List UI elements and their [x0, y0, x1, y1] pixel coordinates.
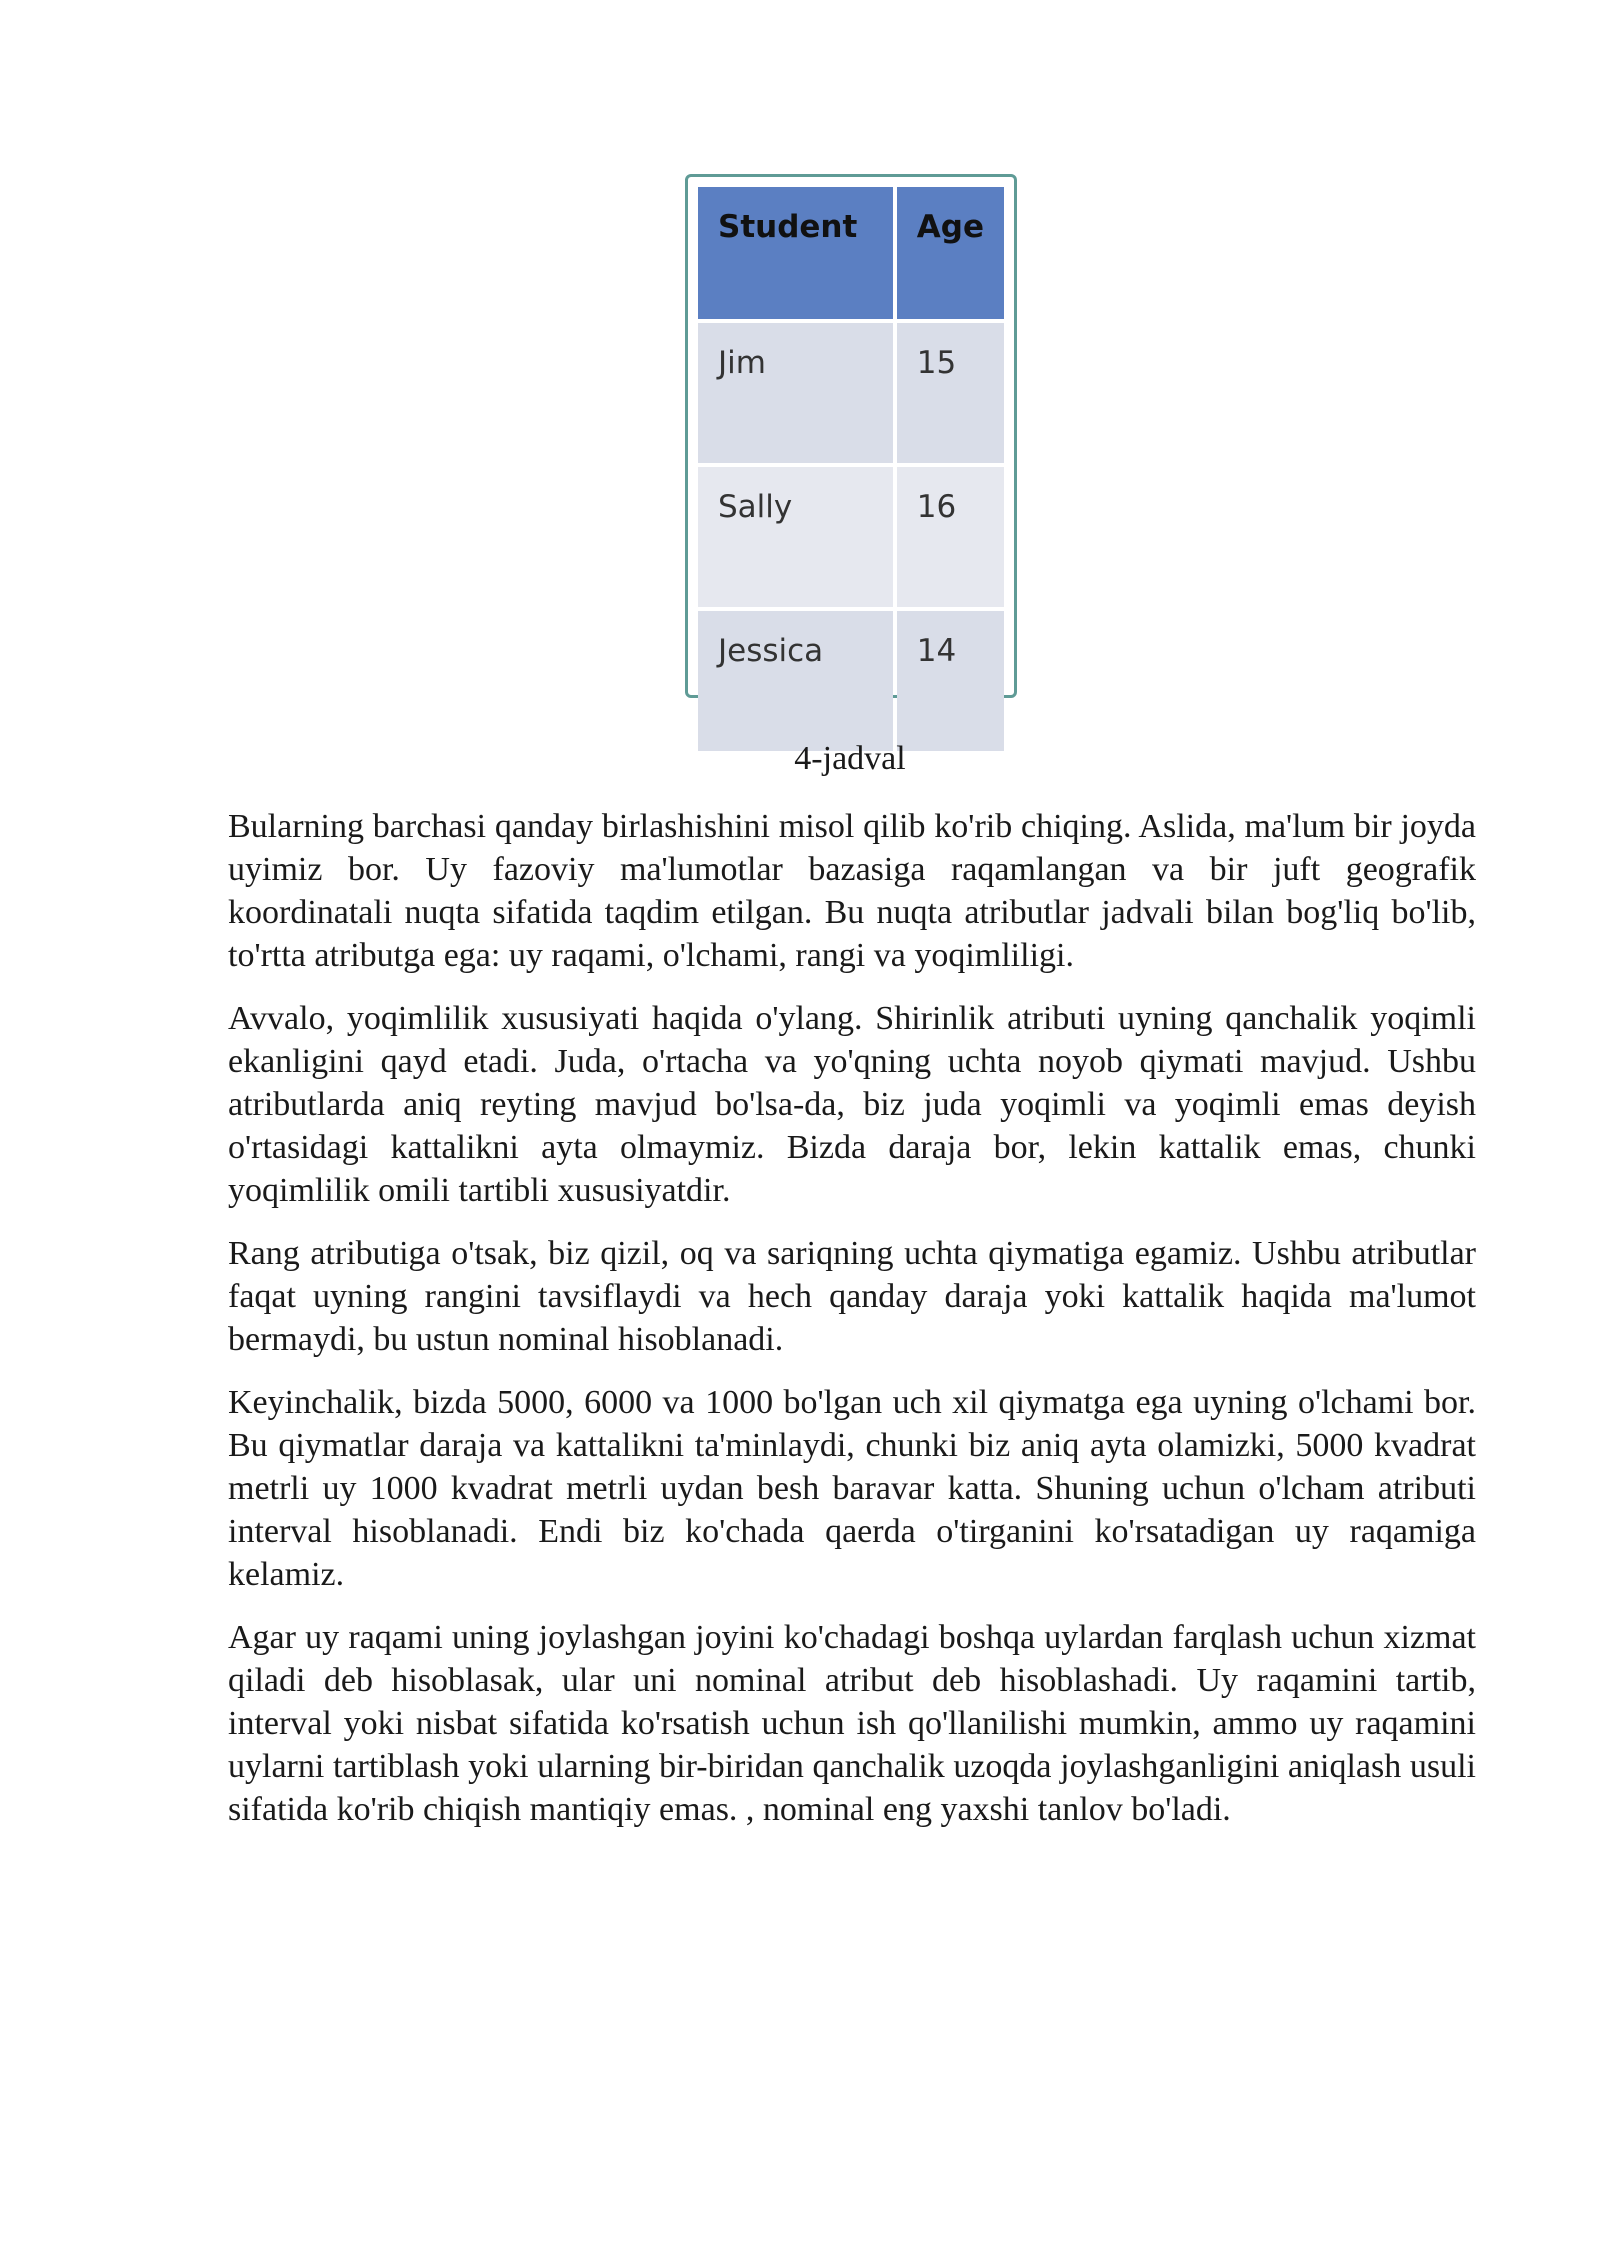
table-cell-age: 14: [897, 611, 1004, 751]
body-text: [228, 805, 1476, 1851]
table-cell-student: Jim: [698, 323, 893, 463]
student-age-table: [694, 183, 1008, 755]
table-cell-age: 15: [897, 323, 1004, 463]
student-age-table-figure: [685, 174, 1017, 698]
paragraph: Agar uy raqami uning joylashgan joyini ko'chadagi boshqa uylardan farqlash uchun xizmat qiladi deb hisoblasak, ular uni nominal atribut deb hisoblashadi. Uy raqamini tartib, interval yoki nisbat sifatida ko'rsatish uchun ish qo'llanilishi mumkin, ammo uy raqamini uylarni tartiblash yoki ularning bir-biridan qanchalik uzoqda joylashganligini aniqlash usuli sifatida ko'rib chiqish mantiqiy emas. , nominal eng yaxshi tanlov bo'ladi.: [228, 1619, 1476, 1828]
table-caption: 4-jadval: [794, 740, 906, 777]
table-header-row: [698, 187, 1004, 319]
table-cell-student: Jessica: [698, 611, 893, 751]
table-cell-age: 16: [897, 467, 1004, 607]
table-header-age: Age: [897, 187, 1004, 319]
table-row: [698, 323, 1004, 463]
paragraph: Bularning barchasi qanday birlashishini misol qilib ko'rib chiqing. Aslida, ma'lum bir joyda uyimiz bor. Uy fazoviy ma'lumotlar bazasiga raqamlangan va bir juft geografik koordinatali nuqta sifatida taqdim etilgan. Bu nuqta atributlar jadvali bilan bog'liq bo'lib, to'rtta atributga ega: uy raqami, o'lchami, rangi va yoqimliligi.: [228, 808, 1476, 974]
paragraph: Keyinchalik, bizda 5000, 6000 va 1000 bo'lgan uch xil qiymatga ega uyning o'lchami bor. Bu qiymatlar daraja va kattalikni ta'minlaydi, chunki biz aniq ayta olamizki, 5000 kvadrat metrli uy 1000 kvadrat metrli uydan besh baravar katta. Shuning uchun o'lcham atributi interval hisoblanadi. Endi biz ko'chada qaerda o'tirganini ko'rsatadigan uy raqamiga kelamiz.: [228, 1384, 1476, 1593]
paragraph: Rang atributiga o'tsak, biz qizil, oq va sariqning uchta qiymatiga egamiz. Ushbu atributlar faqat uyning rangini tavsiflaydi va hech qanday daraja yoki kattalik haqida ma'lumot bermaydi, bu ustun nominal hisoblanadi.: [228, 1235, 1476, 1358]
table-header-student: Student: [698, 187, 893, 319]
table-row: [698, 467, 1004, 607]
table-row: [698, 611, 1004, 751]
paragraph: Avvalo, yoqimlilik xususiyati haqida o'ylang. Shirinlik atributi uyning qanchalik yoqimli ekanligini qayd etadi. Juda, o'rtacha va yo'qning uchta noyob qiymati mavjud. Ushbu atributlarda aniq reyting mavjud bo'lsa-da, biz juda yoqimli va yoqimli emas deyish o'rtasidagi kattalikni ayta olmaymiz. Bizda daraja bor, lekin kattalik emas, chunki yoqimlilik omili tartibli xususiyatdir.: [228, 1000, 1476, 1209]
table-cell-student: Sally: [698, 467, 893, 607]
